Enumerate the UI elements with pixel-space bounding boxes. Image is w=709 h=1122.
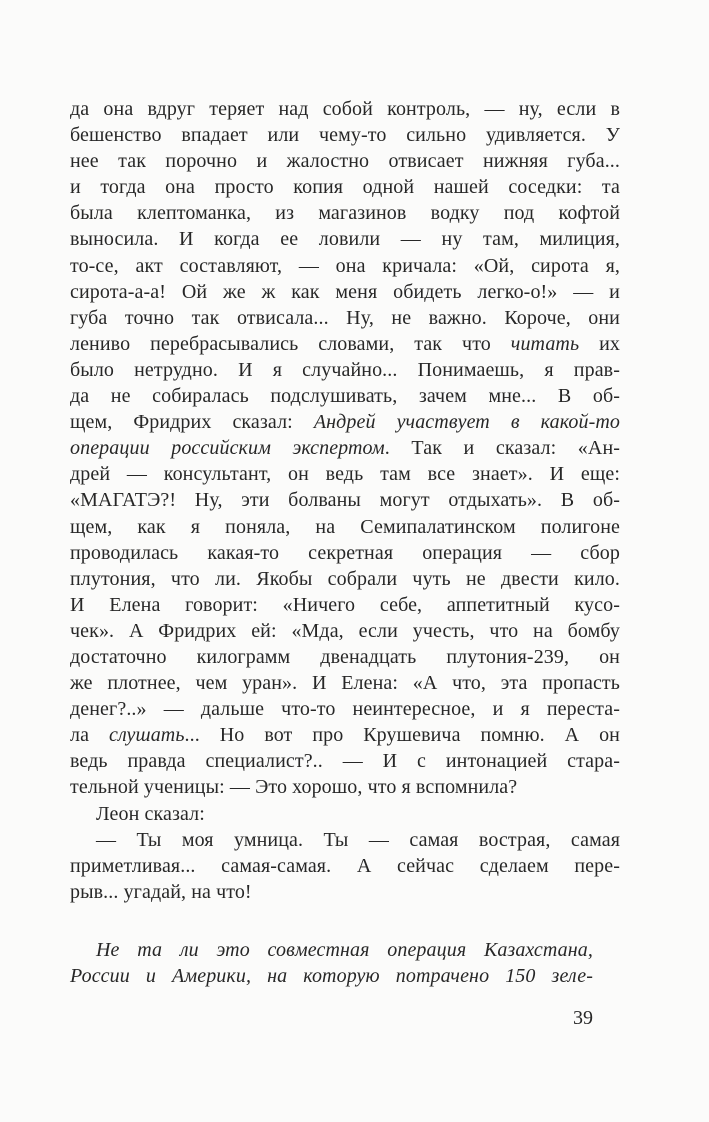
text-segment: нее так порочно и жалостно отвисает нижняя губа... bbox=[70, 150, 620, 173]
text-segment: денег?..» — дальше что-то неинтересное, и я переста- bbox=[70, 698, 620, 721]
text-segment: приметливая... самая-самая. А сейчас сделаем пере- bbox=[70, 854, 620, 877]
text-segment: рыв... угадай, на что! bbox=[70, 880, 252, 903]
text-segment: — Ты моя умница. Ты — самая вострая, самая bbox=[96, 828, 620, 851]
text-segment: бешенство впадает или чему-то сильно удивляется. У bbox=[70, 124, 620, 147]
text-line bbox=[70, 96, 620, 122]
text-line bbox=[70, 122, 620, 148]
text-line bbox=[70, 827, 620, 853]
italic-commentary-paragraph bbox=[70, 937, 593, 989]
text-segment: Леон сказал: bbox=[96, 802, 205, 825]
text-line bbox=[70, 748, 620, 774]
text-segment: достаточно килограмм двенадцать плутония-239, он bbox=[70, 645, 620, 668]
text-line bbox=[70, 879, 620, 905]
text-segment: да она вдруг теряет над собой контроль, — ну, если в bbox=[70, 98, 620, 120]
text-segment: «МАГАТЭ?! Ну, эти болваны могут отдыхать». В об- bbox=[70, 489, 620, 512]
text-line bbox=[70, 331, 620, 357]
text-line bbox=[70, 540, 620, 566]
text-segment: и тогда она просто копия одной нашей соседки: та bbox=[70, 176, 620, 199]
text-segment: было нетрудно. И я случайно... Понимаешь, я прав- bbox=[70, 358, 620, 381]
text-segment: выносила. И когда ее ловили — ну там, милиция, bbox=[70, 228, 620, 251]
text-line bbox=[70, 592, 620, 618]
text-line bbox=[70, 618, 620, 644]
text-line bbox=[70, 487, 620, 513]
text-segment: чек». А Фридрих ей: «Мда, если учесть, что на бомбу bbox=[70, 619, 620, 642]
text-segment: проводилась какая-то секретная операция — сбор bbox=[70, 541, 620, 564]
italic-text-segment: Андрей участвует в какой-то bbox=[313, 411, 620, 434]
text-segment: И Елена говорит: «Ничего себе, аппетитный кусо- bbox=[70, 593, 620, 616]
text-segment: ведь правда специалист?.. — И с интонацией стара- bbox=[70, 750, 620, 773]
text-segment: то-се, акт составляют, — она кричала: «Ой, сирота я, bbox=[70, 254, 620, 277]
text-line bbox=[70, 722, 620, 748]
text-segment: да не собиралась подслушивать, зачем мне... В об- bbox=[70, 385, 620, 408]
text-segment: их bbox=[579, 332, 620, 355]
text-line bbox=[70, 937, 593, 963]
text-line bbox=[70, 357, 620, 383]
text-segment: же плотнее, чем уран». И Елена: «А что, эта пропасть bbox=[70, 672, 620, 695]
text-line bbox=[70, 963, 593, 989]
text-segment: щем, как я поняла, на Семипалатинском полигоне bbox=[70, 515, 620, 538]
text-line bbox=[70, 200, 620, 226]
text-block bbox=[70, 96, 620, 989]
dialogue-paragraph bbox=[70, 827, 620, 905]
text-line bbox=[70, 435, 620, 461]
text-segment: сирота-а-а! Ой же ж как меня обидеть легко-о!» — и bbox=[70, 280, 620, 303]
page-number: 39 bbox=[573, 1007, 593, 1029]
text-segment: лениво перебрасывались словами, так что bbox=[70, 332, 511, 355]
text-segment: была клептоманка, из магазинов водку под кофтой bbox=[70, 202, 620, 225]
text-line bbox=[70, 461, 620, 487]
narration-paragraph bbox=[70, 801, 620, 827]
text-line bbox=[70, 696, 620, 722]
text-line bbox=[70, 174, 620, 200]
italic-text-segment: слушать bbox=[108, 724, 185, 747]
text-line bbox=[70, 383, 620, 409]
text-line bbox=[70, 226, 620, 252]
italic-text-segment: Не та ли это совместная операция Казахстана, bbox=[96, 938, 593, 961]
text-line bbox=[70, 305, 620, 331]
text-segment: губа точно так отвисала... Ну, не важно. Короче, они bbox=[70, 306, 620, 329]
text-line bbox=[70, 801, 620, 827]
text-line bbox=[70, 670, 620, 696]
italic-text-segment: России и Америки, на которую потрачено 150 зеле- bbox=[70, 965, 593, 987]
text-segment: плутония, что ли. Якобы собрали чуть не двести кило. bbox=[70, 567, 620, 590]
italic-text-segment: читать bbox=[510, 332, 580, 355]
text-line bbox=[70, 853, 620, 879]
text-segment: тельной ученицы: — Это хорошо, что я вспомнила? bbox=[70, 776, 518, 799]
narration-paragraph-continued bbox=[70, 96, 620, 801]
text-segment: . Так и сказал: «Ан- bbox=[384, 437, 621, 460]
text-line bbox=[70, 774, 620, 800]
text-segment: ... Но вот про Крушевича помню. А он bbox=[184, 724, 620, 747]
text-segment: дрей — консультант, он ведь там все знает». И еще: bbox=[70, 463, 620, 486]
italic-text-segment: операции российским экспертом bbox=[70, 437, 385, 460]
text-line bbox=[70, 409, 620, 435]
text-line bbox=[70, 566, 620, 592]
text-line bbox=[70, 514, 620, 540]
text-line bbox=[70, 253, 620, 279]
text-segment: щем, Фридрих сказал: bbox=[70, 411, 314, 434]
text-line bbox=[70, 644, 620, 670]
text-segment: ла bbox=[70, 724, 109, 747]
text-line bbox=[70, 279, 620, 305]
text-line bbox=[70, 148, 620, 174]
